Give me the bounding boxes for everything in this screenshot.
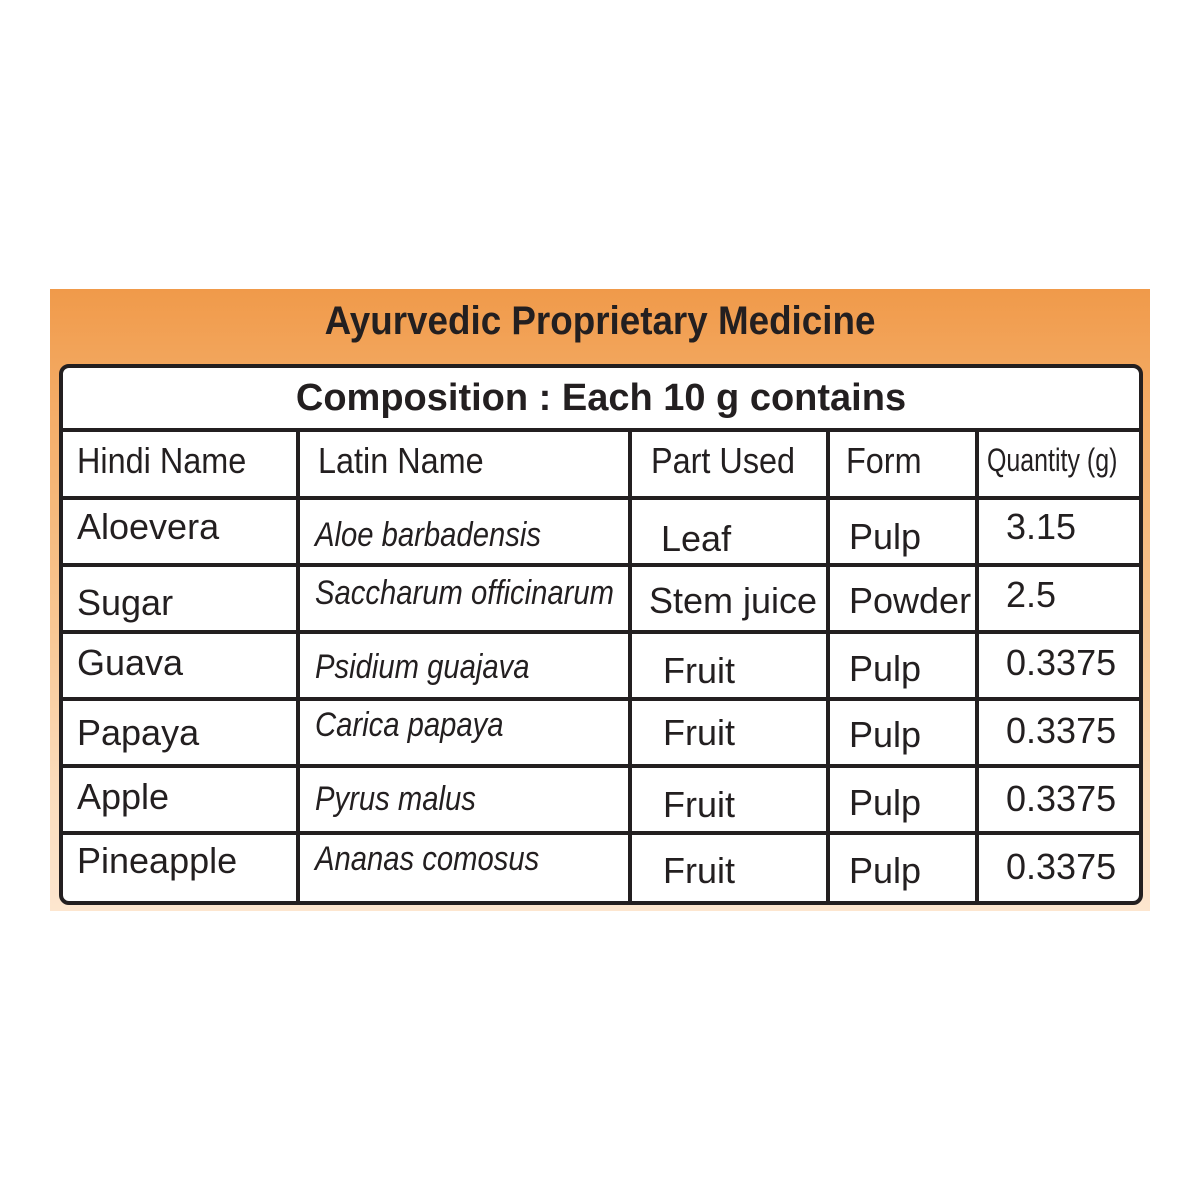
cell-form: Pulp xyxy=(849,850,922,891)
row-divider xyxy=(63,764,1139,768)
cell-form: Powder xyxy=(849,580,972,621)
row-divider xyxy=(63,630,1139,634)
cell-form: Pulp xyxy=(849,648,922,689)
row-divider xyxy=(63,496,1139,500)
header-hindi-name: Hindi Name xyxy=(77,440,247,481)
cell-latin-name: Ananas comosus xyxy=(315,840,540,878)
cell-quantity: 0.3375 xyxy=(1006,710,1117,751)
row-divider xyxy=(63,697,1139,701)
cell-latin-name: Aloe barbadensis xyxy=(315,516,541,554)
cell-hindi-name: Apple xyxy=(77,776,170,817)
cell-hindi-name: Pineapple xyxy=(77,840,238,881)
cell-part-used: Leaf xyxy=(661,518,732,559)
row-divider xyxy=(63,563,1139,567)
cell-latin-name: Psidium guajava xyxy=(315,648,530,686)
cell-latin-name: Pyrus malus xyxy=(315,780,476,818)
composition-heading: Composition : Each 10 g contains xyxy=(63,368,1139,432)
cell-part-used: Fruit xyxy=(663,712,735,753)
cell-form: Pulp xyxy=(849,782,922,823)
cell-part-used: Fruit xyxy=(663,850,735,891)
cell-form: Pulp xyxy=(849,516,922,557)
cell-form: Pulp xyxy=(849,714,922,755)
cell-hindi-name: Guava xyxy=(77,642,184,683)
cell-hindi-name: Papaya xyxy=(77,712,200,753)
header-quantity: Quantity (g) xyxy=(987,442,1118,478)
cell-part-used: Fruit xyxy=(663,784,735,825)
cell-hindi-name: Sugar xyxy=(77,582,174,623)
cell-quantity: 2.5 xyxy=(1006,574,1057,615)
cell-part-used: Stem juice xyxy=(649,580,818,621)
header-latin-name: Latin Name xyxy=(318,440,484,481)
cell-quantity: 0.3375 xyxy=(1006,846,1117,887)
header-form: Form xyxy=(846,440,922,481)
cell-quantity: 3.15 xyxy=(1006,506,1077,547)
header-part-used: Part Used xyxy=(651,440,796,481)
cell-quantity: 0.3375 xyxy=(1006,642,1117,683)
cell-latin-name: Carica papaya xyxy=(315,706,504,744)
cell-hindi-name: Aloevera xyxy=(77,506,220,547)
composition-table xyxy=(59,364,1143,905)
cell-latin-name: Saccharum officinarum xyxy=(315,574,615,612)
row-divider xyxy=(63,831,1139,835)
cell-quantity: 0.3375 xyxy=(1006,778,1117,819)
panel-title: Ayurvedic Proprietary Medicine xyxy=(324,299,876,343)
cell-part-used: Fruit xyxy=(663,650,735,691)
